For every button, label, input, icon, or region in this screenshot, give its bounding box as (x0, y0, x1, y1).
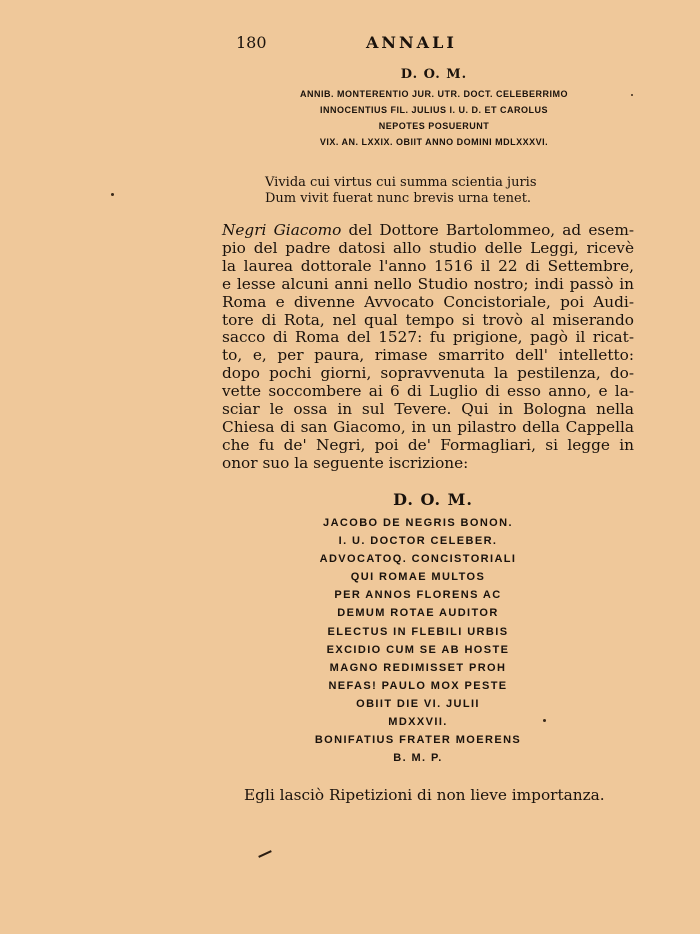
inscription-line: B. M. P. (393, 752, 443, 765)
inscription-line: PER ANNOS FLORENS AC (334, 589, 502, 602)
paragraph-line: onor suo la seguente iscrizione: (222, 453, 469, 472)
paragraph-line: Chiesa di san Giacomo, in un pilastro della Cappella (222, 417, 634, 436)
verse-line: Dum vivit fuerat nunc brevis urna tenet. (265, 191, 532, 206)
closing-sentence: Egli lasciò Ripetizioni di non lieve importanza. (244, 786, 605, 804)
inscription-line: MDXXVII. (388, 716, 448, 729)
epitaph-verse (265, 175, 537, 207)
ink-speck (111, 193, 114, 196)
inscription-line: JACOBO DE NEGRIS BONON. (323, 517, 513, 529)
paragraph-line: Negri Giacomo del Dottore Bartolommeo, ad esem- (222, 221, 634, 239)
inscription-line: QUI ROMAE MULTOS (350, 571, 486, 584)
paragraph-line: to, e, per paura, rimase smarrito dell' intelletto: (222, 346, 634, 365)
epitaph-negri (222, 490, 634, 767)
paragraph-line: tore di Rota, nel qual tempo si trovò al miserando (222, 310, 634, 329)
paragraph-line: sacco di Roma del 1527: fu prigione, pagò il ricat- (222, 328, 634, 347)
biography-paragraph (222, 222, 634, 473)
subject-name: Negri Giacomo (222, 221, 342, 239)
inscription-line: OBIIT DIE VI. JULII (356, 697, 480, 710)
inscription-line: MAGNO REDIMISSET PROH (329, 661, 507, 674)
inscription-line: DEMUM ROTAE AUDITOR (337, 607, 499, 620)
paragraph-line: vette soccombere ai 6 di Luglio di esso anno, e la- (222, 382, 634, 401)
epitaph-monterentio (236, 67, 632, 147)
page-number: 180 (236, 33, 267, 52)
paragraph-line: la laurea dottorale l'anno 1516 il 22 di Settembre, (222, 256, 634, 275)
inscription-line: I. U. DOCTOR CELEBER. (338, 535, 498, 548)
paragraph-line: Roma e divenne Avvocato Concistoriale, poi Audi- (222, 292, 634, 311)
inscription-line: ELECTUS IN FLEBILI URBIS (327, 625, 509, 638)
ink-mark (258, 850, 272, 858)
paragraph-line: e lesse alcuni anni nello Studio nostro; indi passò in (222, 274, 634, 293)
verse-line: Vivida cui virtus cui summa scientia juris (265, 175, 537, 190)
paragraph-line: che fu de' Negri, poi de' Formagliari, si legge in (222, 435, 634, 454)
paragraph-line: sciar le ossa in sul Tevere. Qui in Bologna nella (222, 400, 634, 419)
inscription-line: ADVOCATOQ. CONCISTORIALI (319, 553, 517, 566)
paragraph-line: dopo pochi giorni, sopravvenuta la pestilenza, do- (222, 364, 634, 383)
inscription-line: NEPOTES POSUERUNT (378, 121, 490, 131)
inscription-line: EXCIDIO CUM SE AB HOSTE (326, 643, 510, 656)
ink-speck (543, 719, 546, 722)
inscription-lines (202, 514, 634, 767)
inscription-line: INNOCENTIUS FIL. JULIUS I. U. D. ET CAROLUS (319, 105, 548, 115)
header-title: ANNALI (366, 33, 457, 52)
running-head (236, 33, 476, 55)
inscription-line: NEFAS! PAULO MOX PESTE (328, 679, 508, 692)
inscription-line: BONIFATIUS FRATER MOERENS (314, 734, 522, 747)
ink-speck (631, 94, 633, 96)
inscription-line: ANNIB. MONTERENTIO JUR. UTR. DOCT. CELEBERRIMO (299, 89, 568, 99)
epitaph-dedication: D. O. M. (400, 67, 468, 82)
paragraph-line: pio del padre datosi allo studio delle Leggi, ricevè (222, 238, 634, 257)
epitaph-dedication: D. O. M. (393, 490, 473, 509)
inscription-line: VIX. AN. LXXIX. OBIIT ANNO DOMINI MDLXXXVI. (319, 137, 549, 147)
